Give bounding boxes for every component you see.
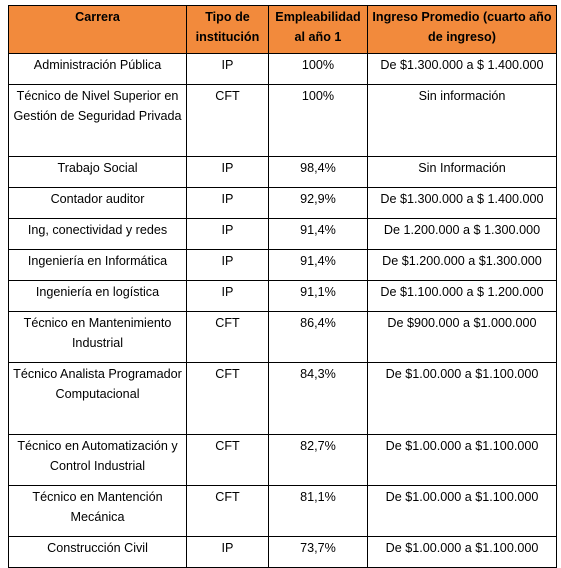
table-row bbox=[9, 363, 557, 435]
table-row bbox=[9, 157, 557, 188]
cell-tipo: IP bbox=[187, 188, 269, 219]
cell-empleabilidad: 73,7% bbox=[269, 537, 368, 568]
cell-carrera: Ingeniería en logística bbox=[9, 281, 187, 312]
table-row bbox=[9, 85, 557, 157]
cell-ingreso: De $1.00.000 a $1.100.000 bbox=[368, 363, 557, 435]
cell-carrera: Contador auditor bbox=[9, 188, 187, 219]
cell-empleabilidad: 100% bbox=[269, 85, 368, 157]
cell-carrera: Trabajo Social bbox=[9, 157, 187, 188]
cell-tipo: IP bbox=[187, 54, 269, 85]
cell-ingreso: De $1.100.000 a $ 1.200.000 bbox=[368, 281, 557, 312]
cell-ingreso: Sin Información bbox=[368, 157, 557, 188]
table-row bbox=[9, 537, 557, 568]
cell-tipo: IP bbox=[187, 250, 269, 281]
cell-carrera: Ing, conectividad y redes bbox=[9, 219, 187, 250]
cell-ingreso: Sin información bbox=[368, 85, 557, 157]
cell-empleabilidad: 91,4% bbox=[269, 219, 368, 250]
cell-empleabilidad: 100% bbox=[269, 54, 368, 85]
cell-carrera: Técnico en Mantención Mecánica bbox=[9, 486, 187, 537]
cell-empleabilidad: 98,4% bbox=[269, 157, 368, 188]
cell-carrera: Técnico en Automatización y Control Industrial bbox=[9, 435, 187, 486]
cell-carrera: Técnico Analista Programador Computacional bbox=[9, 363, 187, 435]
cell-carrera: Técnico en Mantenimiento Industrial bbox=[9, 312, 187, 363]
cell-ingreso: De $1.00.000 a $1.100.000 bbox=[368, 537, 557, 568]
cell-ingreso: De $1.00.000 a $1.100.000 bbox=[368, 486, 557, 537]
header-carrera: Carrera bbox=[9, 6, 187, 54]
cell-tipo: IP bbox=[187, 219, 269, 250]
cell-carrera: Construcción Civil bbox=[9, 537, 187, 568]
cell-ingreso: De $1.200.000 a $1.300.000 bbox=[368, 250, 557, 281]
cell-empleabilidad: 82,7% bbox=[269, 435, 368, 486]
cell-tipo: IP bbox=[187, 537, 269, 568]
table-row bbox=[9, 486, 557, 537]
cell-tipo: CFT bbox=[187, 435, 269, 486]
cell-empleabilidad: 86,4% bbox=[269, 312, 368, 363]
cell-empleabilidad: 91,1% bbox=[269, 281, 368, 312]
table-row bbox=[9, 54, 557, 85]
cell-empleabilidad: 91,4% bbox=[269, 250, 368, 281]
cell-ingreso: De 1.200.000 a $ 1.300.000 bbox=[368, 219, 557, 250]
employability-table bbox=[8, 5, 557, 568]
table-row bbox=[9, 219, 557, 250]
cell-empleabilidad: 81,1% bbox=[269, 486, 368, 537]
table-row bbox=[9, 312, 557, 363]
cell-carrera: Ingeniería en Informática bbox=[9, 250, 187, 281]
cell-empleabilidad: 84,3% bbox=[269, 363, 368, 435]
header-row bbox=[9, 6, 557, 54]
table-row bbox=[9, 435, 557, 486]
table-row bbox=[9, 281, 557, 312]
cell-ingreso: De $1.300.000 a $ 1.400.000 bbox=[368, 54, 557, 85]
cell-carrera: Técnico de Nivel Superior en Gestión de Seguridad Privada bbox=[9, 85, 187, 157]
table-row bbox=[9, 188, 557, 219]
header-tipo-institucion: Tipo de institución bbox=[187, 6, 269, 54]
cell-ingreso: De $900.000 a $1.000.000 bbox=[368, 312, 557, 363]
cell-tipo: CFT bbox=[187, 363, 269, 435]
cell-ingreso: De $1.300.000 a $ 1.400.000 bbox=[368, 188, 557, 219]
cell-carrera: Administración Pública bbox=[9, 54, 187, 85]
cell-empleabilidad: 92,9% bbox=[269, 188, 368, 219]
header-empleabilidad: Empleabilidad al año 1 bbox=[269, 6, 368, 54]
cell-tipo: CFT bbox=[187, 486, 269, 537]
cell-ingreso: De $1.00.000 a $1.100.000 bbox=[368, 435, 557, 486]
cell-tipo: CFT bbox=[187, 85, 269, 157]
cell-tipo: IP bbox=[187, 281, 269, 312]
table-container bbox=[8, 5, 557, 568]
cell-tipo: CFT bbox=[187, 312, 269, 363]
header-ingreso-promedio: Ingreso Promedio (cuarto año de ingreso) bbox=[368, 6, 557, 54]
cell-tipo: IP bbox=[187, 157, 269, 188]
table-row bbox=[9, 250, 557, 281]
